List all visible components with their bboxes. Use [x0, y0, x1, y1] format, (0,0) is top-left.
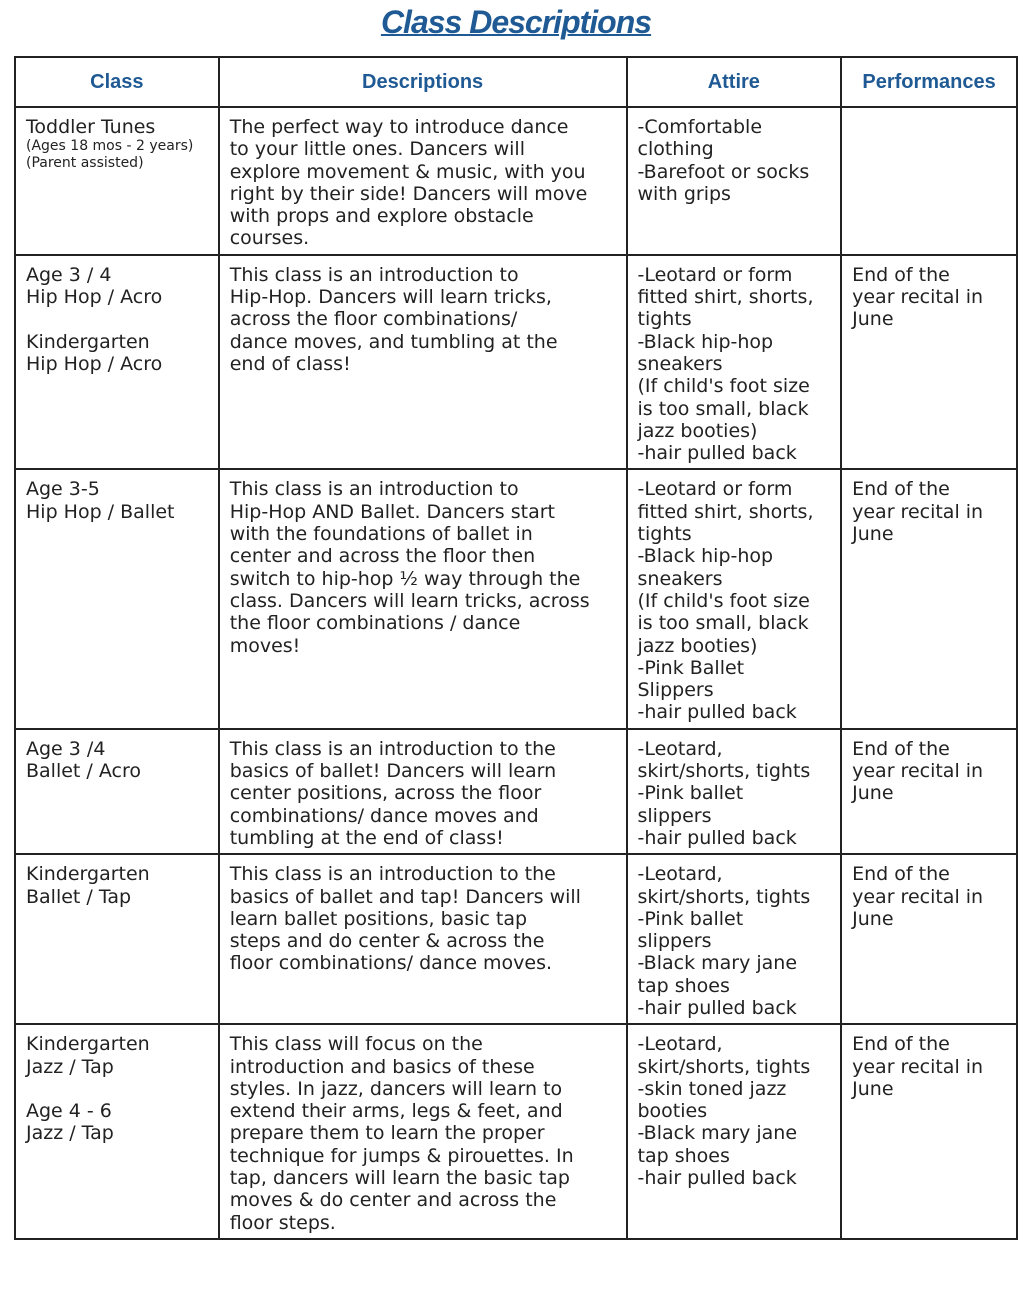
- class-cell: [15, 1024, 219, 1239]
- attire-cell: -Leotard, skirt/shorts, tights -skin toned jazz booties -Black mary jane tap shoes -hair pulled back: [627, 1024, 842, 1239]
- table-row: [15, 854, 1017, 1024]
- class-note: (Ages 18 mos - 2 years) (Parent assisted): [26, 138, 194, 172]
- table-row: [15, 255, 1017, 470]
- attire-cell: -Leotard, skirt/shorts, tights -Pink ballet slippers -Black mary jane tap shoes -hair pulled back: [627, 854, 842, 1024]
- table-row: [15, 469, 1017, 728]
- performance-cell: End of the year recital in June: [841, 469, 1017, 728]
- header-descriptions: Descriptions: [219, 57, 627, 107]
- class-name: Age 3-5 Hip Hop / Ballet: [26, 478, 175, 523]
- performance-cell: End of the year recital in June: [841, 854, 1017, 1024]
- table-row: [15, 1024, 1017, 1239]
- attire-cell: -Leotard or form fitted shirt, shorts, tights -Black hip-hop sneakers (If child's foot size is too small, black jazz booties) -Pink Ballet Slippers -hair pulled back: [627, 469, 842, 728]
- class-name: Age 3 /4 Ballet / Acro: [26, 737, 141, 783]
- class-cell: [15, 107, 219, 255]
- description-cell: This class will focus on the introduction and basics of these styles. In jazz, dancers will learn to extend their arms, legs & feet, and prepare them to learn the proper technique for jumps & pirouettes. In tap, dancers will learn the basic tap moves & do center and across the floor steps.: [219, 1024, 627, 1239]
- header-performances: Performances: [841, 57, 1017, 107]
- description-cell: This class is an introduction to the basics of ballet and tap! Dancers will learn ballet positions, basic tap steps and do center & across the floor combinations/ dance moves.: [219, 854, 627, 1024]
- class-name: Toddler Tunes: [26, 116, 156, 138]
- header-class: Class: [15, 57, 219, 107]
- table-row: [15, 107, 1017, 255]
- class-name: Kindergarten Ballet / Tap: [26, 863, 150, 908]
- attire-cell: -Comfortable clothing -Barefoot or socks with grips: [627, 107, 842, 255]
- description-cell: This class is an introduction to Hip-Hop AND Ballet. Dancers start with the foundations of ballet in center and across the floor then switch to hip-hop ½ way through the class. Dancers will learn tricks, across the floor combinations / dance moves!: [219, 469, 627, 728]
- attire-cell: -Leotard, skirt/shorts, tights -Pink ballet slippers -hair pulled back: [627, 729, 842, 854]
- header-row: [15, 57, 1017, 107]
- class-cell: [15, 469, 219, 728]
- attire-cell: -Leotard or form fitted shirt, shorts, tights -Black hip-hop sneakers (If child's foot size is too small, black jazz booties) -hair pulled back: [627, 255, 842, 470]
- class-cell: [15, 854, 219, 1024]
- class-cell: [15, 729, 219, 854]
- title-text: Class Descriptions: [380, 4, 652, 40]
- page-title: [0, 0, 1032, 41]
- performance-cell: End of the year recital in June: [841, 729, 1017, 854]
- header-attire: Attire: [627, 57, 842, 107]
- class-name: Age 3 / 4 Hip Hop / Acro Kindergarten Hip Hop / Acro: [26, 263, 163, 375]
- description-cell: This class is an introduction to Hip-Hop. Dancers will learn tricks, across the floor combinations/ dance moves, and tumbling at the end of class!: [219, 255, 627, 470]
- performance-cell: [841, 107, 1017, 255]
- performance-cell: End of the year recital in June: [841, 1024, 1017, 1239]
- performance-cell: End of the year recital in June: [841, 255, 1017, 470]
- class-name: Kindergarten Jazz / Tap Age 4 - 6 Jazz / Tap: [26, 1033, 150, 1145]
- table-row: [15, 729, 1017, 854]
- class-table: [14, 56, 1018, 1240]
- class-cell: [15, 255, 219, 470]
- description-cell: This class is an introduction to the basics of ballet! Dancers will learn center positions, across the floor combinations/ dance moves and tumbling at the end of class!: [219, 729, 627, 854]
- description-cell: The perfect way to introduce dance to your little ones. Dancers will explore movement & music, with you right by their side! Dancers will move with props and explore obstacle courses.: [219, 107, 627, 255]
